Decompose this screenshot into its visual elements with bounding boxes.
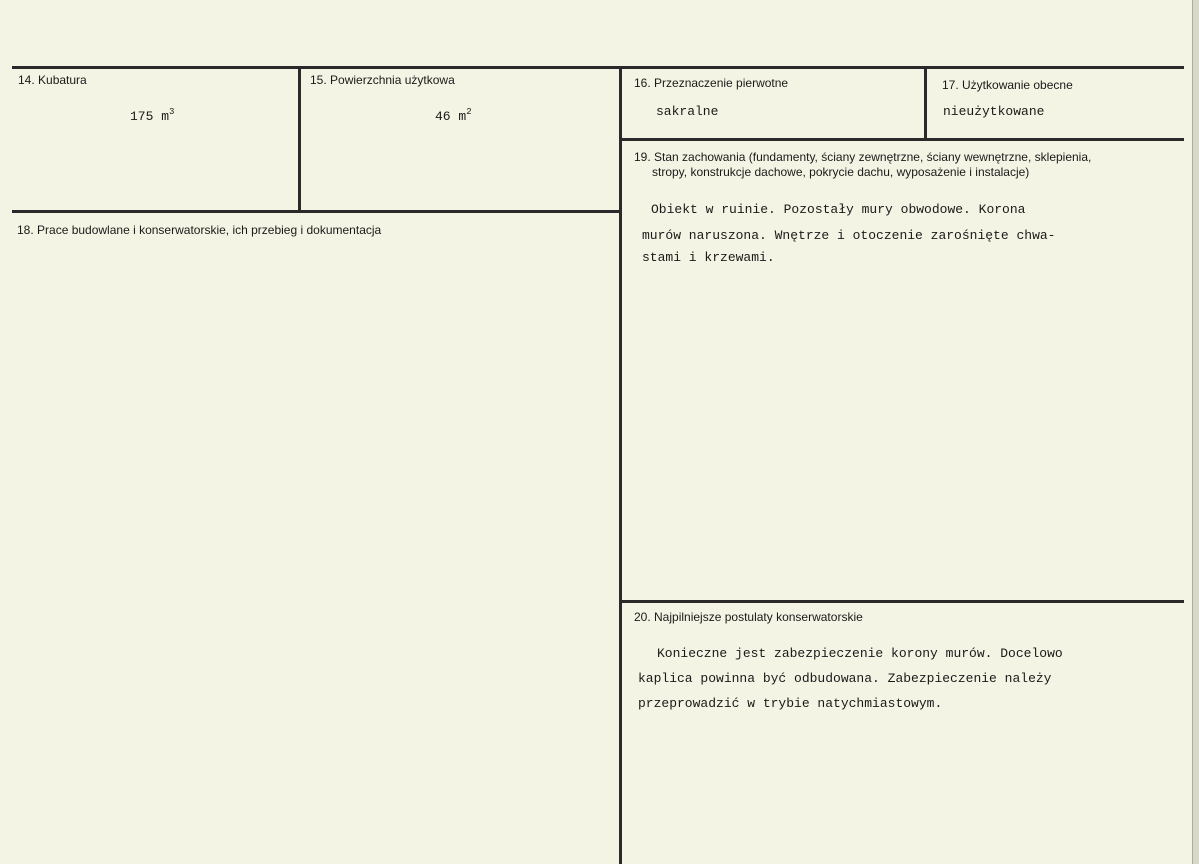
divider-16-17: [924, 68, 927, 140]
field-19-label-line2: stropy, konstrukcje dachowe, pokrycie dachu, wyposażenie i instalacje): [652, 165, 1030, 179]
field-14-label: 14. Kubatura: [18, 73, 87, 87]
volume-unit-exponent: 3: [169, 107, 175, 117]
field-15-value: [435, 103, 472, 130]
field-20-label: 20. Najpilniejsze postulaty konserwatorskie: [634, 610, 863, 624]
field-19-label-line1: 19. Stan zachowania (fundamenty, ściany zewnętrzne, ściany wewnętrzne, sklepienia,: [634, 150, 1092, 164]
divider-left-right: [619, 66, 622, 864]
rule-under-16-17: [621, 138, 1184, 141]
field-16-value: sakralne: [656, 104, 719, 119]
field-15-label: 15. Powierzchnia użytkowa: [310, 73, 455, 87]
field-17-label: 17. Użytkowanie obecne: [942, 78, 1073, 92]
divider-14-15: [298, 66, 301, 212]
rule-under-14-15: [12, 210, 621, 213]
field-17-value: nieużytkowane: [943, 104, 1045, 119]
volume-value: 175 m: [130, 109, 170, 124]
card-edge: [1192, 0, 1199, 864]
field-16-label: 16. Przeznaczenie pierwotne: [634, 76, 789, 90]
field-18-label: 18. Prace budowlane i konserwatorskie, ich przebieg i dokumentacja: [17, 223, 382, 237]
rule-above-20: [621, 600, 1184, 603]
field-20-text-line1: Konieczne jest zabezpieczenie korony murów. Docelowo: [657, 646, 1063, 661]
field-19-text-line1: Obiekt w ruinie. Pozostały mury obwodowe. Korona: [651, 202, 1026, 217]
field-20-text-line2: kaplica powinna być odbudowana. Zabezpieczenie należy: [638, 671, 1052, 686]
area-value: 46 m: [435, 109, 467, 124]
area-unit-exponent: 2: [466, 107, 472, 117]
field-20-text-line3: przeprowadzić w trybie natychmiastowym.: [638, 696, 943, 711]
field-19-text-line2: murów naruszona. Wnętrze i otoczenie zarośnięte chwa-: [642, 228, 1056, 243]
field-19-text-line3: stami i krzewami.: [642, 250, 775, 265]
field-14-value: [130, 103, 174, 130]
top-rule: [12, 66, 1184, 69]
